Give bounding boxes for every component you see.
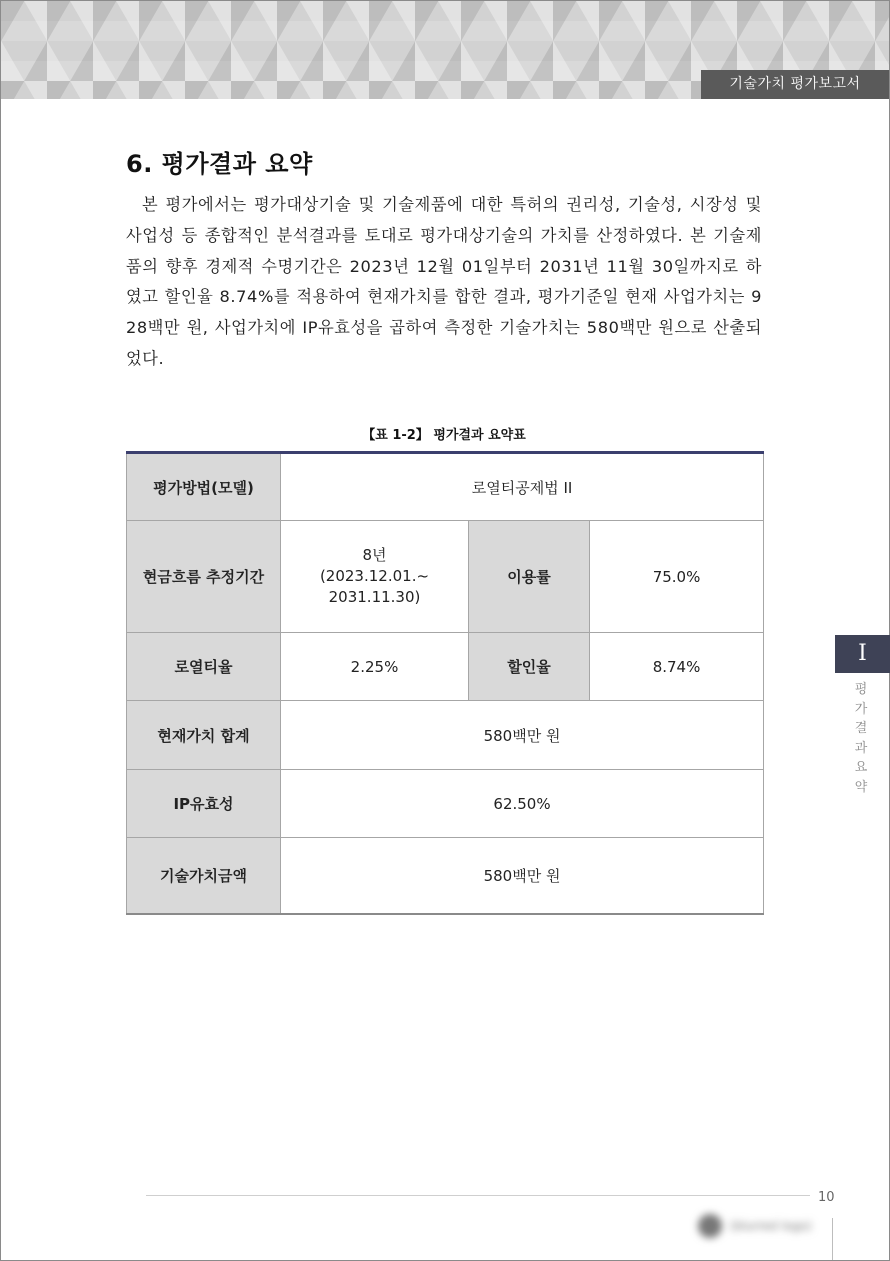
chapter-char: 평 [854, 682, 868, 697]
table-caption: 【표 1-2】 평가결과 요약표 [362, 428, 526, 443]
chapter-char: 과 [854, 740, 868, 756]
period-range-start: (2023.12.01.~ [319, 567, 430, 585]
usage-label: 이용률 [469, 521, 590, 633]
tech-value-label: 기술가치금액 [127, 838, 281, 914]
report-title-tag: 기술가치 평가보고서 [701, 70, 889, 99]
ip-value: 62.50% [281, 770, 764, 838]
table-row [127, 453, 764, 521]
pv-value: 580백만 원 [281, 701, 764, 770]
footer-divider [146, 1195, 810, 1196]
chapter-label [852, 680, 870, 797]
method-value: 로열티공제법 II [281, 453, 764, 521]
chapter-char: 결 [854, 721, 868, 736]
tech-value-value: 580백만 원 [281, 838, 764, 914]
table-row [127, 633, 764, 701]
period-value [281, 521, 469, 633]
logo-text: (blurred logo) [730, 1219, 812, 1233]
royalty-label: 로열티율 [127, 633, 281, 701]
table-row [127, 701, 764, 770]
table-row [127, 838, 764, 914]
pv-label: 현재가치 합계 [127, 701, 281, 770]
table-row [127, 770, 764, 838]
discount-label: 할인율 [469, 633, 590, 701]
method-label: 평가방법(모델) [127, 453, 281, 521]
chapter-char: 약 [854, 779, 868, 795]
footer-vertical-rule [832, 1218, 833, 1260]
chapter-char: 요 [854, 760, 868, 775]
chapter-tab[interactable]: Ⅰ [835, 635, 890, 673]
summary-table [126, 451, 764, 915]
ip-label: IP유효성 [127, 770, 281, 838]
page-number: 10 [818, 1190, 835, 1205]
footer-logo [694, 1210, 814, 1242]
section-title: 6. 평가결과 요약 [126, 150, 313, 178]
usage-value: 75.0% [590, 521, 764, 633]
discount-value: 8.74% [590, 633, 764, 701]
logo-icon [698, 1214, 722, 1238]
table-row [127, 521, 764, 633]
chapter-char: 가 [854, 701, 868, 717]
summary-paragraph: 본 평가에서는 평가대상기술 및 기술제품에 대한 특허의 권리성, 기술성, 시장성 및 사업성 등 종합적인 분석결과를 토대로 평가대상기술의 가치를 산정하였다. 본 기술제품의 향후 경제적 수명기간은 2023년 12월 01일부터 2031년 11월 30일까지로 하였고 할인율 8.74%를 적용하여 현재가치를 합한 결과, 평가기준일 현재 사업가치는 928백만 원, 사업가치에 IP유효성을 곱하여 측정한 기술가치는 580백만 원으로 산출되었다. [126, 195, 762, 368]
period-range-end: 2031.11.30) [328, 588, 421, 606]
royalty-value: 2.25% [281, 633, 469, 701]
period-label: 현금흐름 추정기간 [127, 521, 281, 633]
period-years: 8년 [362, 546, 387, 564]
